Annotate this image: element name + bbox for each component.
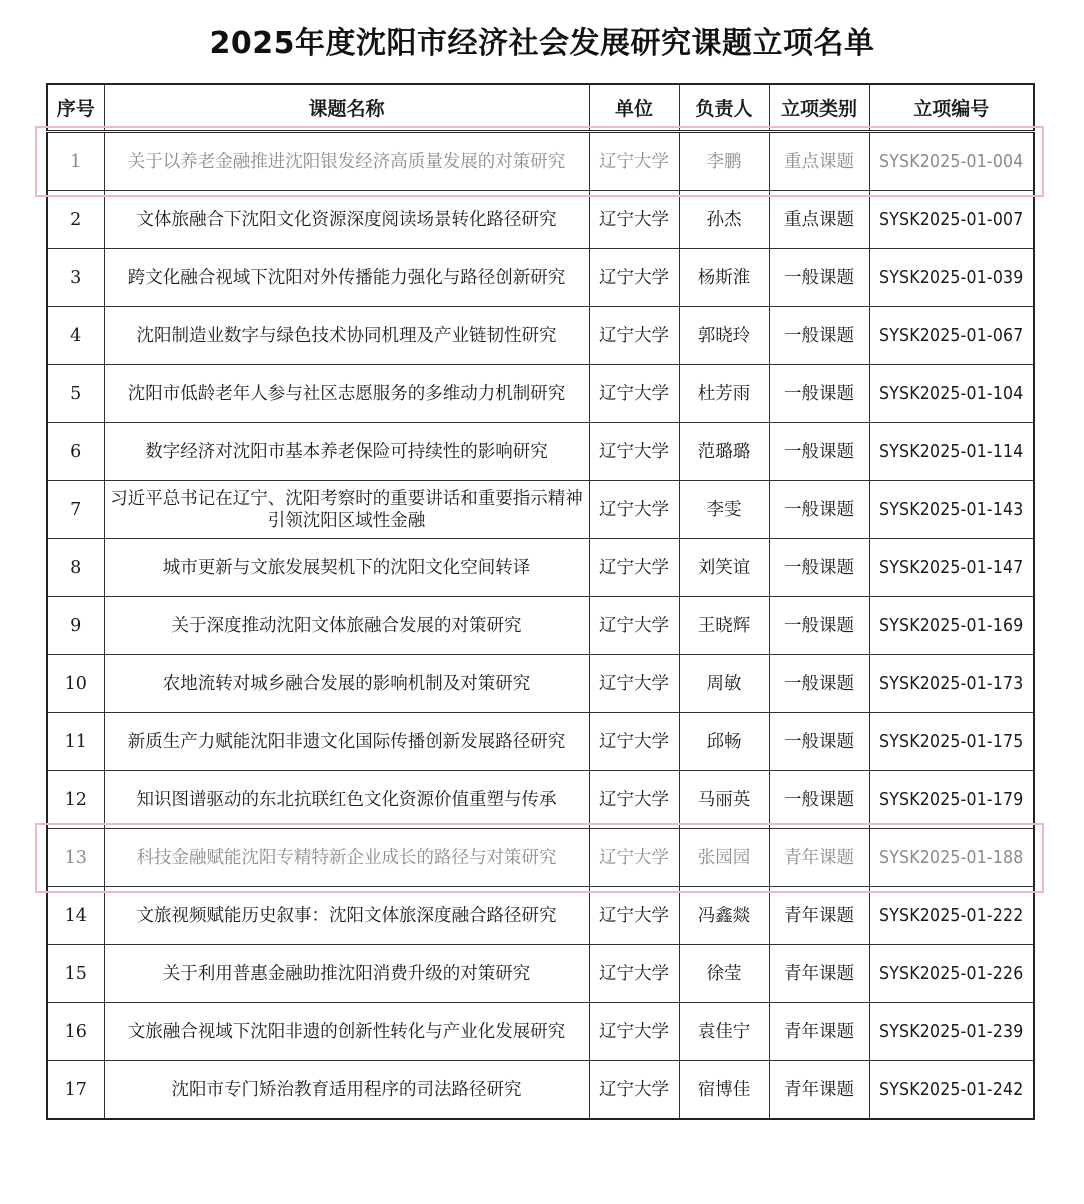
cell-leader: 周敏	[679, 655, 769, 713]
cell-title: 跨文化融合视域下沈阳对外传播能力强化与路径创新研究	[104, 249, 589, 307]
cell-no: 4	[47, 307, 104, 365]
column-header-code: 立项编号	[869, 84, 1034, 132]
cell-code: SYSK2025-01-242	[869, 1061, 1034, 1120]
cell-title: 文体旅融合下沈阳文化资源深度阅读场景转化路径研究	[104, 191, 589, 249]
cell-code: SYSK2025-01-039	[869, 249, 1034, 307]
table-row	[47, 771, 1034, 829]
cell-category: 一般课题	[769, 249, 869, 307]
table-row	[47, 887, 1034, 945]
cell-title: 沈阳制造业数字与绿色技术协同机理及产业链韧性研究	[104, 307, 589, 365]
cell-title: 农地流转对城乡融合发展的影响机制及对策研究	[104, 655, 589, 713]
project-table	[46, 83, 1035, 1120]
cell-leader: 邱畅	[679, 713, 769, 771]
table-row	[47, 597, 1034, 655]
cell-category: 一般课题	[769, 713, 869, 771]
cell-no: 10	[47, 655, 104, 713]
cell-leader: 杨斯淮	[679, 249, 769, 307]
cell-code: SYSK2025-01-147	[869, 539, 1034, 597]
cell-no: 11	[47, 713, 104, 771]
cell-unit: 辽宁大学	[589, 887, 679, 945]
cell-category: 重点课题	[769, 191, 869, 249]
cell-code: SYSK2025-01-173	[869, 655, 1034, 713]
cell-leader: 李鹏	[679, 132, 769, 191]
cell-category: 青年课题	[769, 1061, 869, 1120]
cell-title: 数字经济对沈阳市基本养老保险可持续性的影响研究	[104, 423, 589, 481]
table-row	[47, 1003, 1034, 1061]
cell-code: SYSK2025-01-222	[869, 887, 1034, 945]
table-row	[47, 945, 1034, 1003]
cell-leader: 徐莹	[679, 945, 769, 1003]
cell-title: 关于利用普惠金融助推沈阳消费升级的对策研究	[104, 945, 589, 1003]
cell-leader: 范璐璐	[679, 423, 769, 481]
cell-unit: 辽宁大学	[589, 307, 679, 365]
table-row	[47, 1061, 1034, 1120]
cell-category: 一般课题	[769, 655, 869, 713]
cell-title: 知识图谱驱动的东北抗联红色文化资源价值重塑与传承	[104, 771, 589, 829]
table-row	[47, 365, 1034, 423]
cell-leader: 刘笑谊	[679, 539, 769, 597]
cell-title: 科技金融赋能沈阳专精特新企业成长的路径与对策研究	[104, 829, 589, 887]
cell-leader: 宿博佳	[679, 1061, 769, 1120]
cell-title: 习近平总书记在辽宁、沈阳考察时的重要讲话和重要指示精神引领沈阳区域性金融	[104, 481, 589, 539]
cell-title: 关于以养老金融推进沈阳银发经济高质量发展的对策研究	[104, 132, 589, 191]
cell-no: 6	[47, 423, 104, 481]
table-row	[47, 713, 1034, 771]
table-row	[47, 539, 1034, 597]
cell-leader: 张园园	[679, 829, 769, 887]
table-row	[47, 249, 1034, 307]
cell-unit: 辽宁大学	[589, 1003, 679, 1061]
page-title: 2025年度沈阳市经济社会发展研究课题立项名单	[209, 26, 875, 61]
cell-leader: 袁佳宁	[679, 1003, 769, 1061]
cell-code: SYSK2025-01-067	[869, 307, 1034, 365]
cell-unit: 辽宁大学	[589, 829, 679, 887]
column-header-leader: 负责人	[679, 84, 769, 132]
cell-leader: 郭晓玲	[679, 307, 769, 365]
cell-no: 14	[47, 887, 104, 945]
cell-unit: 辽宁大学	[589, 771, 679, 829]
table-row	[47, 191, 1034, 249]
cell-no: 12	[47, 771, 104, 829]
table-row	[47, 132, 1034, 191]
cell-no: 1	[47, 132, 104, 191]
cell-unit: 辽宁大学	[589, 423, 679, 481]
cell-leader: 王晓辉	[679, 597, 769, 655]
cell-title: 文旅融合视域下沈阳非遗的创新性转化与产业化发展研究	[104, 1003, 589, 1061]
cell-leader: 孙杰	[679, 191, 769, 249]
cell-code: SYSK2025-01-226	[869, 945, 1034, 1003]
cell-no: 8	[47, 539, 104, 597]
column-header-category: 立项类别	[769, 84, 869, 132]
cell-category: 一般课题	[769, 481, 869, 539]
cell-code: SYSK2025-01-239	[869, 1003, 1034, 1061]
cell-no: 16	[47, 1003, 104, 1061]
cell-category: 一般课题	[769, 307, 869, 365]
cell-category: 一般课题	[769, 365, 869, 423]
cell-no: 13	[47, 829, 104, 887]
cell-category: 青年课题	[769, 829, 869, 887]
cell-category: 一般课题	[769, 539, 869, 597]
cell-no: 17	[47, 1061, 104, 1120]
cell-code: SYSK2025-01-143	[869, 481, 1034, 539]
table-body	[47, 132, 1034, 1120]
cell-code: SYSK2025-01-114	[869, 423, 1034, 481]
cell-unit: 辽宁大学	[589, 655, 679, 713]
cell-no: 7	[47, 481, 104, 539]
table-row	[47, 307, 1034, 365]
column-header-unit: 单位	[589, 84, 679, 132]
cell-category: 青年课题	[769, 945, 869, 1003]
table-row	[47, 829, 1034, 887]
cell-unit: 辽宁大学	[589, 481, 679, 539]
cell-no: 3	[47, 249, 104, 307]
cell-title: 关于深度推动沈阳文体旅融合发展的对策研究	[104, 597, 589, 655]
cell-unit: 辽宁大学	[589, 945, 679, 1003]
cell-unit: 辽宁大学	[589, 191, 679, 249]
cell-code: SYSK2025-01-004	[869, 132, 1034, 191]
cell-title: 沈阳市低龄老年人参与社区志愿服务的多维动力机制研究	[104, 365, 589, 423]
cell-leader: 李雯	[679, 481, 769, 539]
cell-code: SYSK2025-01-175	[869, 713, 1034, 771]
cell-no: 2	[47, 191, 104, 249]
cell-code: SYSK2025-01-104	[869, 365, 1034, 423]
cell-unit: 辽宁大学	[589, 249, 679, 307]
cell-title: 文旅视频赋能历史叙事：沈阳文体旅深度融合路径研究	[104, 887, 589, 945]
cell-category: 青年课题	[769, 887, 869, 945]
table-row	[47, 655, 1034, 713]
cell-unit: 辽宁大学	[589, 713, 679, 771]
cell-category: 一般课题	[769, 423, 869, 481]
cell-leader: 冯鑫燚	[679, 887, 769, 945]
cell-category: 一般课题	[769, 597, 869, 655]
cell-leader: 马丽英	[679, 771, 769, 829]
cell-unit: 辽宁大学	[589, 1061, 679, 1120]
cell-code: SYSK2025-01-188	[869, 829, 1034, 887]
table-row	[47, 423, 1034, 481]
cell-no: 15	[47, 945, 104, 1003]
cell-code: SYSK2025-01-169	[869, 597, 1034, 655]
cell-title: 沈阳市专门矫治教育适用程序的司法路径研究	[104, 1061, 589, 1120]
cell-unit: 辽宁大学	[589, 539, 679, 597]
cell-category: 一般课题	[769, 771, 869, 829]
cell-unit: 辽宁大学	[589, 365, 679, 423]
cell-title: 新质生产力赋能沈阳非遗文化国际传播创新发展路径研究	[104, 713, 589, 771]
column-header-title: 课题名称	[104, 84, 589, 132]
cell-code: SYSK2025-01-007	[869, 191, 1034, 249]
cell-unit: 辽宁大学	[589, 132, 679, 191]
cell-leader: 杜芳雨	[679, 365, 769, 423]
cell-title: 城市更新与文旅发展契机下的沈阳文化空间转译	[104, 539, 589, 597]
cell-category: 重点课题	[769, 132, 869, 191]
cell-category: 青年课题	[769, 1003, 869, 1061]
column-header-no: 序号	[47, 84, 104, 132]
table-header-row	[47, 84, 1034, 132]
table-row	[47, 481, 1034, 539]
cell-unit: 辽宁大学	[589, 597, 679, 655]
cell-no: 5	[47, 365, 104, 423]
cell-code: SYSK2025-01-179	[869, 771, 1034, 829]
cell-no: 9	[47, 597, 104, 655]
